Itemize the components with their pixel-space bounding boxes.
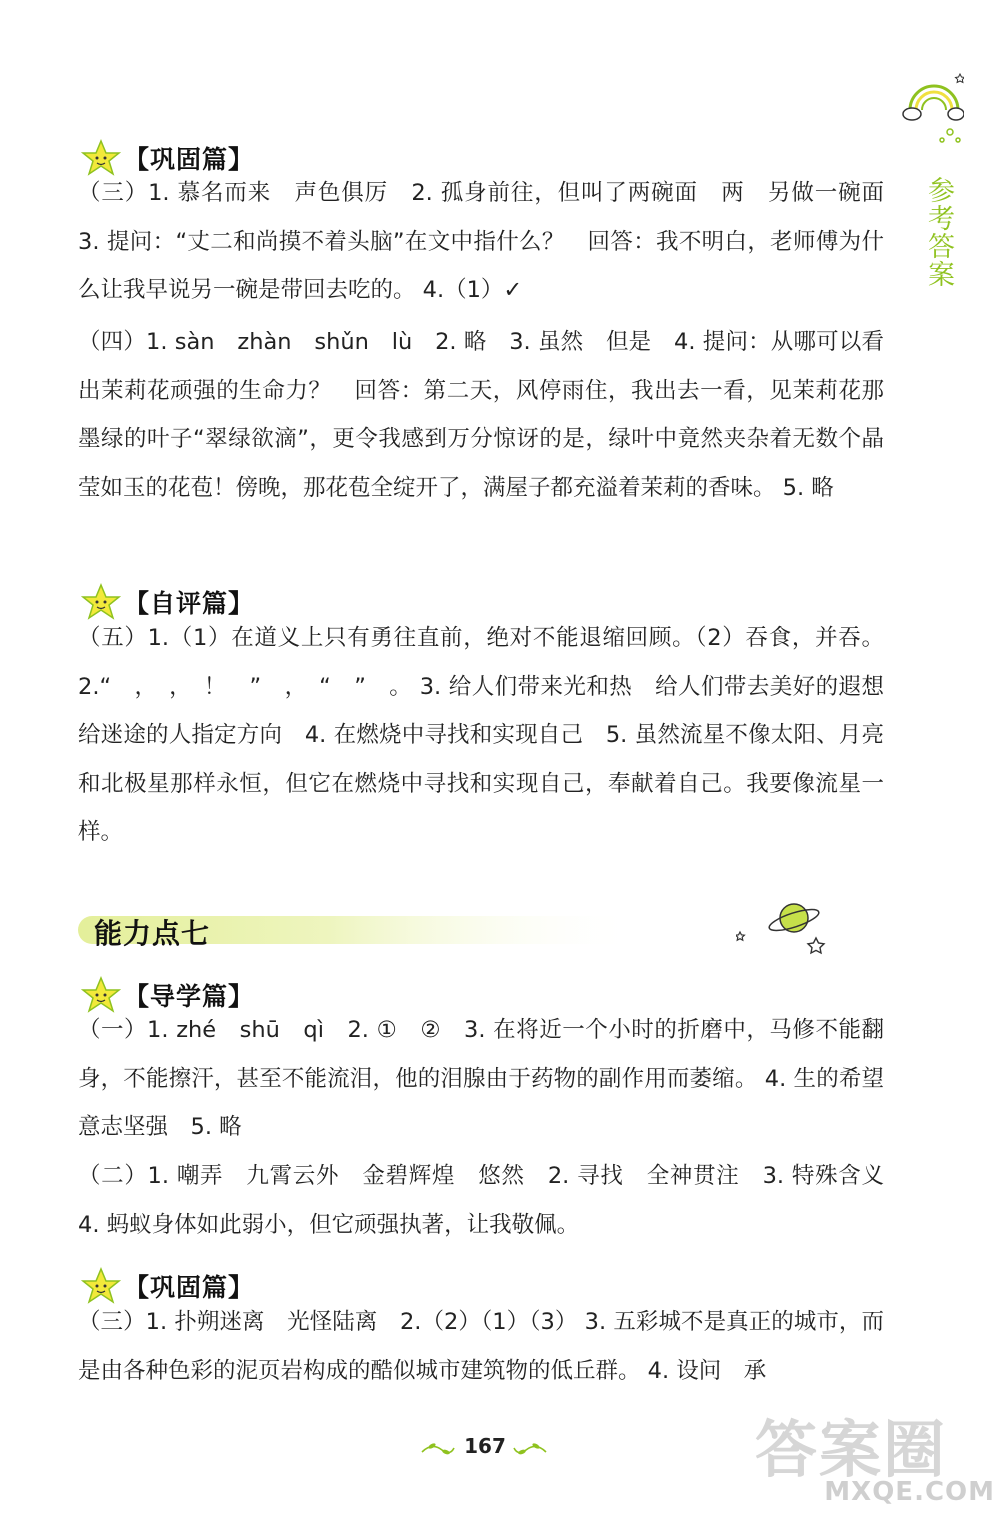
section-title: 【巩固篇】 (124, 1273, 255, 1302)
leaf-ornament-icon (420, 1438, 456, 1458)
section-title: 【巩固篇】 (124, 145, 255, 174)
section-title: 【导学篇】 (124, 982, 255, 1011)
rainbow-icon (902, 70, 964, 145)
answer-text: （三）1. 慕名而来 声色俱厉 2. 孤身前往，但叫了两碗面 两 另做一碗面 3. 提问：“丈二和尚摸不着头脑”在文中指什么？ 回答：我不明白，老师傅为什么让我早说另一碗是带回去吃的。 4.（1）✓ (78, 180, 907, 303)
answer-text: （一）1. zhé shū qì 2. ① ② 3. 在将近一个小时的折磨中，马修不能翻身，不能擦汗，甚至不能流泪，他的泪腺由于药物的副作用而萎缩。 4. 生的希望 意志坚强 5. 略 (78, 1017, 907, 1140)
watermark-url: MXQE.COM (824, 1477, 995, 1507)
answer-paragraph (78, 1152, 907, 1249)
answer-paragraph (78, 1298, 884, 1395)
answer-text: （三）1. 扑朔迷离 光怪陆离 2.（2）（1）（3） 3. 五彩城不是真正的城市，而是由各种色彩的泥页岩构成的酷似城市建筑物的低丘群。 4. 设问 承 (78, 1309, 884, 1384)
answer-text: （四）1. sàn zhàn shǔn lù 2. 略 3. 虽然 但是 4. 提问：从哪可以看出茉莉花顽强的生命力？ 回答：第二天，风停雨住，我出去一看，见茉莉花那墨绿的叶子“翠绿欲滴”，更令我感到万分惊讶的是，绿叶中竟然夹杂着无数个晶莹如玉的花苞！傍晚，那花苞全绽开了，满屋子都充溢着茉莉的香味。 5. 略 (78, 329, 884, 501)
watermark (755, 1400, 995, 1515)
answer-paragraph (78, 1006, 907, 1152)
answer-text: （五）1.（1）在道义上只有勇往直前，绝对不能退缩回顾。（2）吞食，并吞。 2.“ ， ， ！ ” ， “ ” 。 3. 给人们带来光和热 给人们带去美好的遐想 给迷途的人指定方向 4. 在燃烧中寻找和实现自己 5. 虽然流星不像太阳、月亮和北极星那样永恒，但它在燃烧中寻找和实现自己，奉献着自己。我要像流星一样。 (78, 625, 907, 845)
section-title: 【自评篇】 (124, 589, 255, 618)
answer-paragraph (78, 318, 884, 512)
chapter-header (78, 906, 838, 956)
leaf-ornament-icon (512, 1438, 548, 1458)
watermark-text: 答案圈 (755, 1413, 948, 1486)
answer-paragraph (78, 614, 907, 857)
side-tab-label: 参考答案 (923, 176, 954, 288)
side-tab (900, 70, 970, 300)
planet-icon (736, 898, 832, 958)
page-number: 167 (464, 1434, 506, 1458)
answer-text: （二）1. 嘲弄 九霄云外 金碧辉煌 悠然 2. 寻找 全神贯注 3. 特殊含义 4. 蚂蚁身体如此弱小，但它顽强执著，让我敬佩。 (78, 1163, 907, 1238)
chapter-title: 能力点七 (94, 917, 211, 950)
answer-paragraph (78, 169, 907, 315)
page-footer (420, 1428, 550, 1468)
